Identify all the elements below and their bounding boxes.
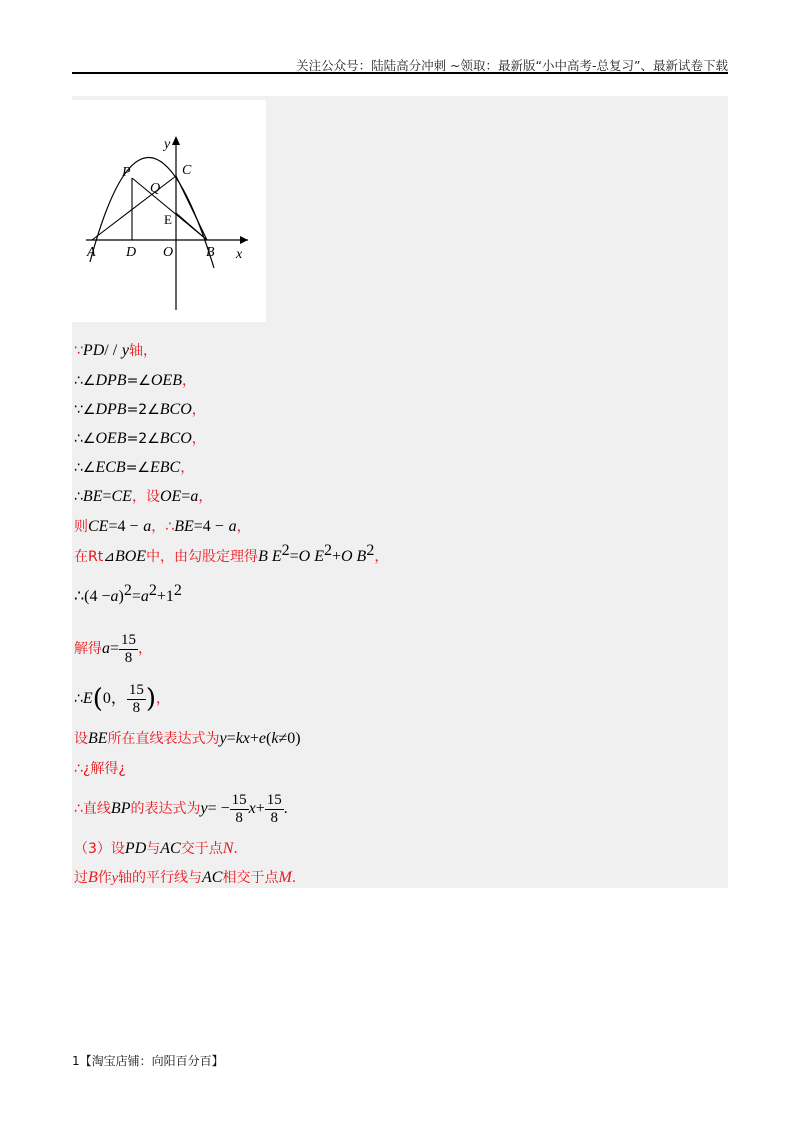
line-10: 解得a= $\frac{15}{8}$ ， (74, 631, 153, 666)
line-8: 在Rt⊿BOE中，由勾股定理得B $E^2=O$ $E^2+O$ $B^2$， (74, 542, 389, 565)
label-C: C (182, 163, 192, 178)
line-13: ∴¿解得¿ (74, 761, 126, 777)
label-Q: Q (150, 181, 161, 196)
line-2: ∴∠DPB=∠OEB， (74, 372, 196, 389)
line-11: ∴E(0， $\frac{15}{8}$ )， (74, 681, 171, 716)
line-5: ∴∠ECB=∠EBC， (74, 459, 195, 476)
fraction: $\frac{15}{8}$ (128, 681, 144, 716)
label-P: P (122, 165, 131, 180)
page-footer: 1【淘宝店铺：向阳百分百】 (72, 1054, 224, 1068)
line-12: 设BE所在直线表达式为y=kx+e(k≠0) (74, 730, 301, 747)
fraction: $\frac{15}{8}$ (231, 791, 247, 826)
parabola-figure (72, 100, 266, 322)
label-A: A (87, 245, 96, 260)
line-15: （3）设PD与AC交于点N. (74, 840, 238, 857)
line-7: 则CE=4 − a，∴BE=4 − a， (74, 518, 251, 535)
page-header: 关注公众号：陆陆高分冲刺 ~领取：最新版“小中高考-总复习”、最新试卷下载 (296, 58, 728, 73)
label-y: y (164, 137, 171, 152)
figure-svg (72, 100, 266, 322)
label-O: O (163, 245, 174, 260)
fraction: $\frac{15}{8}$ (266, 791, 282, 826)
fraction: $\frac{15}{8}$ (121, 631, 137, 666)
label-B: B (206, 245, 215, 260)
label-x: x (236, 247, 243, 262)
line-14: ∴直线BP的表达式为y= − $\frac{15}{8}$ x+ $\frac{15}{8}$ . (74, 791, 288, 826)
line-4: ∴∠OEB=2∠BCO， (74, 430, 206, 447)
line-6: ∴BE=CE，设OE=a， (74, 488, 213, 505)
line-3: ∵∠DPB=2∠BCO， (74, 401, 206, 418)
label-D: D (126, 245, 137, 260)
line-1: ∵PD/ / y轴， (74, 342, 158, 359)
label-E: E (164, 212, 172, 227)
line-16: 过B作y轴的平行线与AC相交于点M. (74, 869, 297, 886)
line-9: ∴(4 $-a)^2=a^2+1^2$ (74, 582, 182, 605)
header-rule (72, 72, 728, 74)
